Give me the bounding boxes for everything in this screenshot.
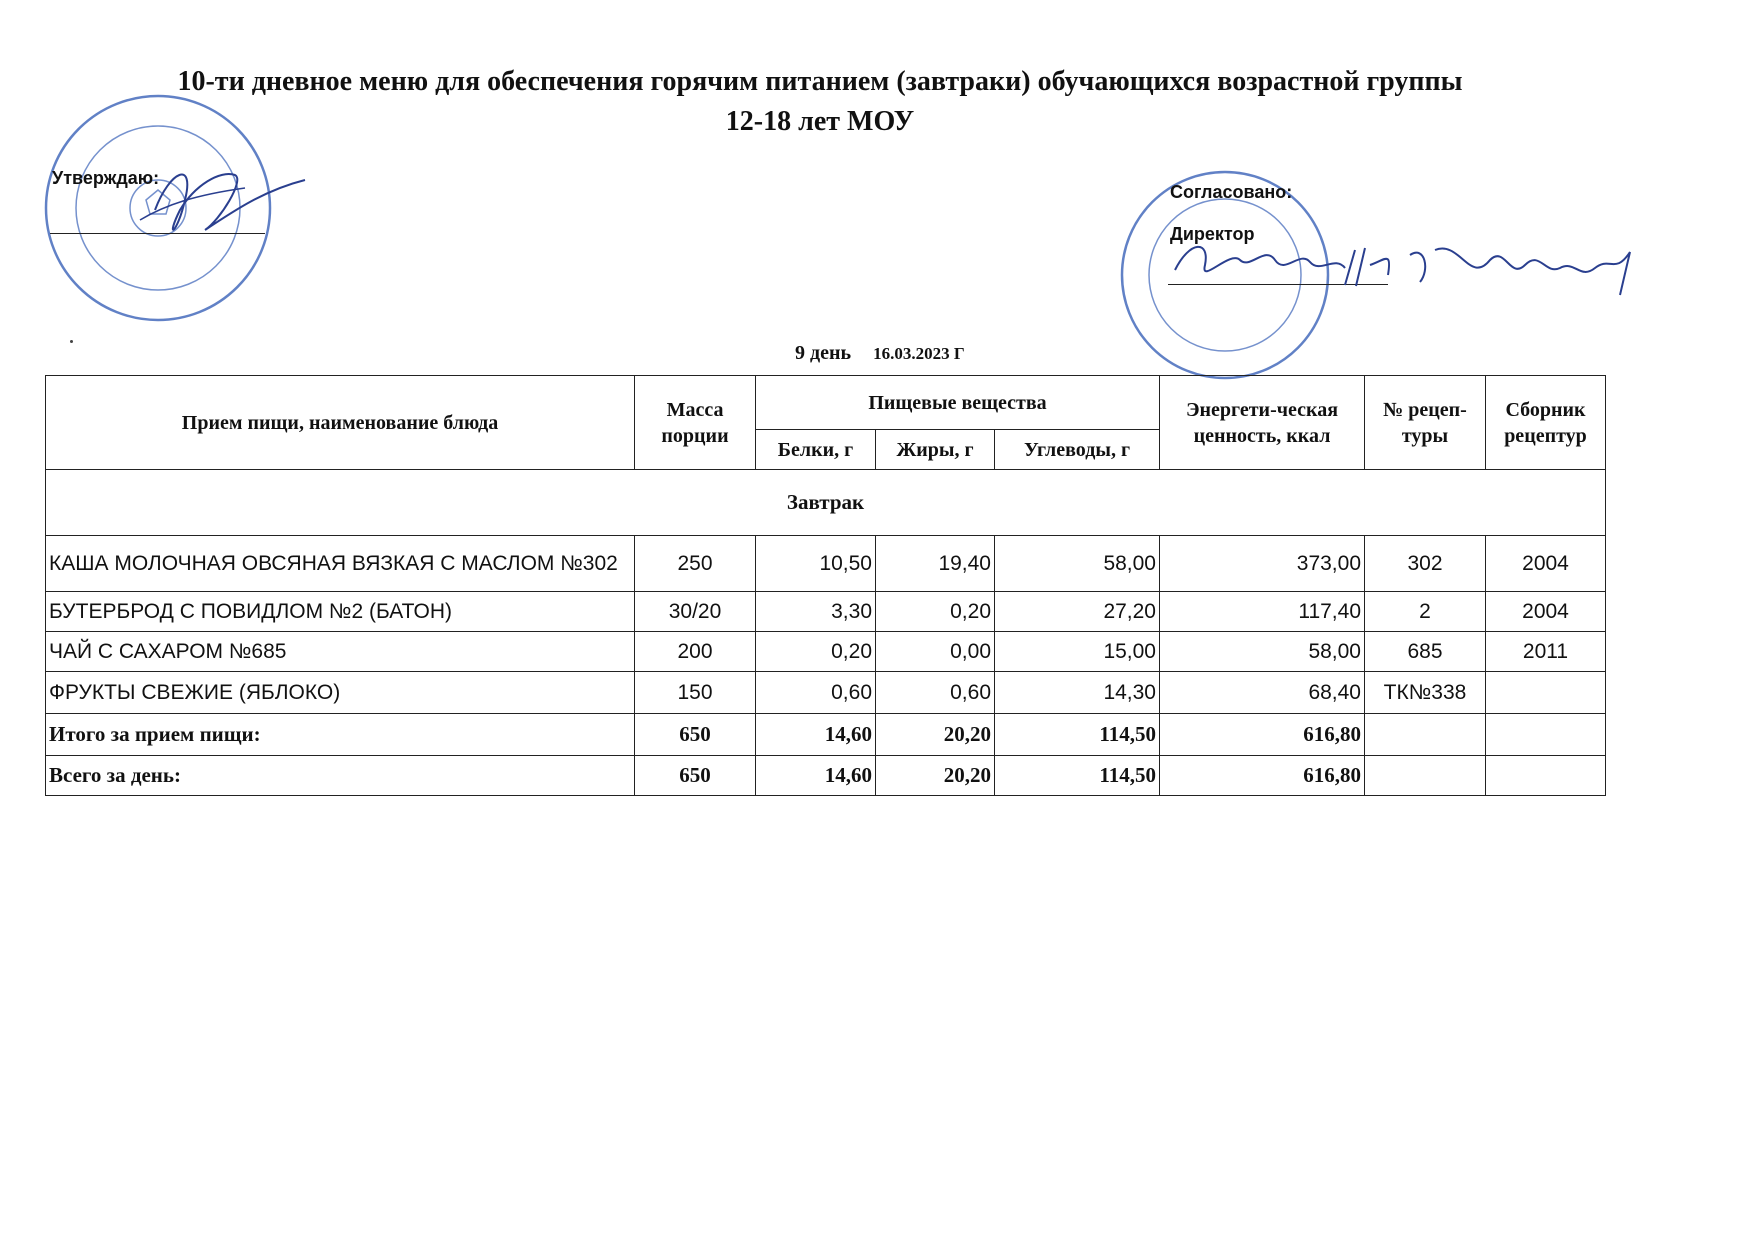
director-label: Директор	[1170, 224, 1255, 244]
title-line-2: 12-18 лет МОУ	[725, 106, 915, 137]
menu-table	[45, 375, 1606, 796]
meal-total-carbs: 114,50	[995, 714, 1160, 756]
approve-label: Утверждаю:	[52, 168, 160, 188]
dish-carbs: 58,00	[995, 536, 1160, 592]
meal-total-collection	[1486, 714, 1606, 756]
header-protein: Белки, г	[756, 430, 876, 470]
day-total-protein: 14,60	[756, 756, 876, 796]
dish-energy: 373,00	[1160, 536, 1365, 592]
meal-total-energy: 616,80	[1160, 714, 1365, 756]
header-collection: Сборник рецептур	[1486, 376, 1606, 470]
left-signature	[125, 150, 315, 260]
dish-fat: 0,60	[876, 672, 995, 714]
dish-protein: 0,20	[756, 632, 876, 672]
dish-carbs: 27,20	[995, 592, 1160, 632]
header-mass: Масса порции	[635, 376, 756, 470]
dish-energy: 117,40	[1160, 592, 1365, 632]
dish-row	[46, 592, 1606, 632]
dish-protein: 0,60	[756, 672, 876, 714]
header-nutrients: Пищевые вещества	[756, 376, 1160, 430]
section-label: Завтрак	[46, 470, 1606, 536]
day-date: 16.03.2023 Г	[873, 344, 965, 363]
dish-recipe: 302	[1365, 536, 1486, 592]
director-signature	[1170, 230, 1640, 300]
dish-collection: 2004	[1486, 536, 1606, 592]
meal-total-protein: 14,60	[756, 714, 876, 756]
header-fat: Жиры, г	[876, 430, 995, 470]
dish-recipe: 685	[1365, 632, 1486, 672]
meal-total-row	[46, 714, 1606, 756]
header-carbs: Углеводы, г	[995, 430, 1160, 470]
dish-mass: 200	[635, 632, 756, 672]
dish-recipe: 2	[1365, 592, 1486, 632]
day-heading	[795, 342, 965, 365]
day-total-collection	[1486, 756, 1606, 796]
dish-rows	[46, 536, 1606, 714]
dish-carbs: 14,30	[995, 672, 1160, 714]
day-total-fat: 20,20	[876, 756, 995, 796]
approve-signature-line	[50, 233, 265, 234]
header-row-1	[46, 376, 1606, 430]
day-total-label: Всего за день:	[46, 756, 635, 796]
dish-recipe: ТК№338	[1365, 672, 1486, 714]
day-total-recipe	[1365, 756, 1486, 796]
dish-energy: 68,40	[1160, 672, 1365, 714]
day-total-energy: 616,80	[1160, 756, 1365, 796]
dish-row	[46, 536, 1606, 592]
dish-row	[46, 632, 1606, 672]
dish-mass: 150	[635, 672, 756, 714]
agreed-label: Согласовано:	[1170, 182, 1293, 202]
dish-collection: 2011	[1486, 632, 1606, 672]
day-label: 9 день	[795, 342, 852, 364]
dish-mass: 30/20	[635, 592, 756, 632]
day-total-row	[46, 756, 1606, 796]
section-row	[46, 470, 1606, 536]
scan-speck	[70, 340, 73, 343]
dish-fat: 0,00	[876, 632, 995, 672]
dish-name: ФРУКТЫ СВЕЖИЕ (ЯБЛОКО)	[46, 672, 635, 714]
dish-protein: 10,50	[756, 536, 876, 592]
dish-energy: 58,00	[1160, 632, 1365, 672]
header-meal: Прием пищи, наименование блюда	[46, 376, 635, 470]
header-recipe: № рецеп- туры	[1365, 376, 1486, 470]
dish-name: КАША МОЛОЧНАЯ ОВСЯНАЯ ВЯЗКАЯ С МАСЛОМ №302	[46, 536, 635, 592]
dish-carbs: 15,00	[995, 632, 1160, 672]
meal-total-fat: 20,20	[876, 714, 995, 756]
dish-fat: 19,40	[876, 536, 995, 592]
day-total-mass: 650	[635, 756, 756, 796]
dish-mass: 250	[635, 536, 756, 592]
meal-total-recipe	[1365, 714, 1486, 756]
dish-row	[46, 672, 1606, 714]
dish-protein: 3,30	[756, 592, 876, 632]
meal-total-label: Итого за прием пищи:	[46, 714, 635, 756]
dish-collection: 2004	[1486, 592, 1606, 632]
day-total-carbs: 114,50	[995, 756, 1160, 796]
dish-fat: 0,20	[876, 592, 995, 632]
header-energy: Энергети-ческая ценность, ккал	[1160, 376, 1365, 470]
title-line-1: 10-ти дневное меню для обеспечения горячим питанием (завтраки) обучающихся возрастной группы	[177, 66, 1463, 97]
dish-collection	[1486, 672, 1606, 714]
meal-total-mass: 650	[635, 714, 756, 756]
dish-name: БУТЕРБРОД С ПОВИДЛОМ №2 (БАТОН)	[46, 592, 635, 632]
dish-name: ЧАЙ С САХАРОМ №685	[46, 632, 635, 672]
